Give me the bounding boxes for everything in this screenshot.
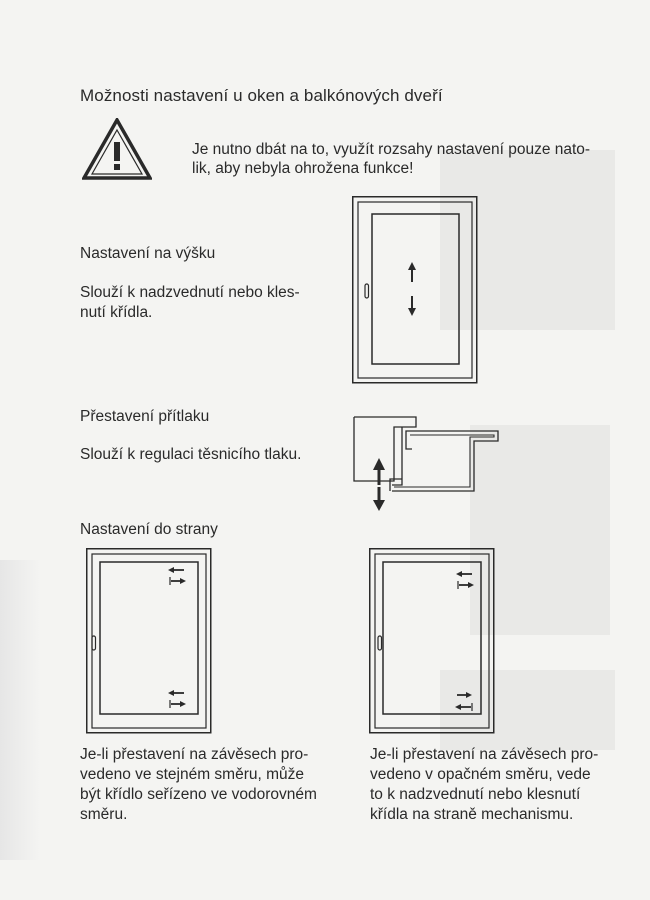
hinge-arrows-top-icon — [456, 571, 474, 589]
section-text-pressure — [80, 445, 340, 465]
text-line: nutí křídla. — [80, 304, 153, 321]
arrow-down-icon — [408, 296, 416, 316]
hinge-arrows-bottom-icon — [168, 690, 186, 708]
arrow-down-icon — [373, 487, 385, 511]
side-left-text — [80, 745, 350, 825]
text-line: Slouží k nadzvednutí nebo kles- — [80, 284, 300, 301]
pressure-profile-diagram — [354, 415, 499, 510]
text-line: směru. — [80, 806, 128, 823]
section-heading-height: Nastavení na výšku — [80, 245, 216, 262]
hinge-arrows-top-icon — [168, 567, 186, 585]
bleed-through-edge — [0, 560, 40, 860]
arrow-up-icon — [408, 262, 416, 282]
text-line: křídla na straně mechanismu. — [370, 806, 574, 823]
text-line: vedeno v opačném směru, vede — [370, 766, 591, 783]
text-line: být křídlo seřízeno ve vodorovném — [80, 786, 317, 803]
warning-text — [192, 140, 612, 178]
warning-line: Je nutno dbát na to, využít rozsahy nastavení pouze nato- — [192, 141, 591, 158]
text-line: Slouží k regulaci těsnicího tlaku. — [80, 446, 302, 463]
window-side-opposite-direction-diagram — [369, 548, 495, 734]
text-line: vedeno ve stejném směru, může — [80, 766, 304, 783]
warning-line: lik, aby nebyla ohrožena funkce! — [192, 160, 414, 177]
text-line: Je-li přestavení na závěsech pro- — [80, 746, 309, 763]
section-heading-pressure: Přestavení přítlaku — [80, 408, 210, 425]
text-line: to k nadzvednutí nebo klesnutí — [370, 786, 581, 803]
section-text-height — [80, 283, 330, 323]
window-side-same-direction-diagram — [86, 548, 212, 734]
page-title: Možnosti nastavení u oken a balkónových dveří — [80, 86, 443, 105]
side-right-text — [370, 745, 640, 825]
section-heading-side: Nastavení do strany — [80, 521, 218, 538]
warning-triangle-icon — [82, 118, 152, 180]
text-line: Je-li přestavení na závěsech pro- — [370, 746, 599, 763]
hinge-arrows-bottom-icon — [455, 692, 472, 711]
window-height-diagram — [352, 196, 478, 384]
